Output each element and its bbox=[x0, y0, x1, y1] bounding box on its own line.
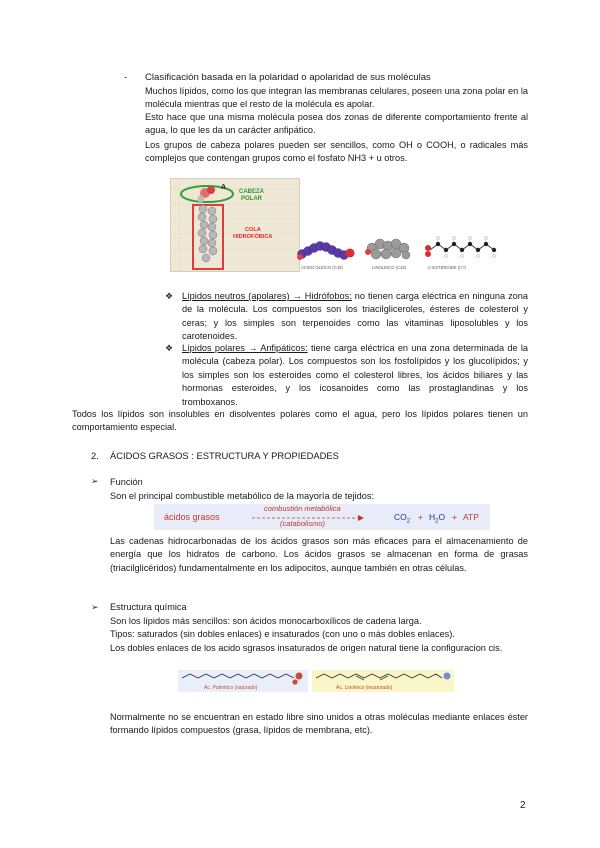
amphipathic-figure bbox=[170, 178, 300, 272]
palmitic-label: Ac. Palmítico (saturado) bbox=[204, 685, 258, 691]
funcion-paragraph: Las cadenas hidrocarbonadas de los ácidos grasos son más eficaces para el almacenamiento de energía que los hidratos de carbono. Los ácidos grasos se almacenan en forma de grasas (triacilglicéridos) fundamentalmente en los adipocitos, aunque también en otras células. bbox=[110, 536, 528, 573]
molecule-2-diagram bbox=[362, 234, 418, 272]
funcion-heading: Función bbox=[110, 477, 143, 487]
molecule-2-caption: LINOLEICO (C18) bbox=[372, 265, 406, 270]
palmitic-chain-box bbox=[178, 670, 308, 692]
molecule-3-caption: C-ESTEROIDE (C?) bbox=[428, 265, 466, 270]
summary-paragraph: Todos los lípidos son insolubles en disolventes polares como el agua, pero los lípidos polares tienen un comportamiento especial. bbox=[72, 409, 528, 433]
linoleic-label: Ac. Linoleico (insaturado) bbox=[336, 685, 393, 691]
product-h2o: $H_2O$ bbox=[429, 512, 446, 525]
funcion-text: Son el principal combustible metabólico de la mayoría de tejidos: bbox=[110, 491, 375, 501]
product-atp: ATP bbox=[463, 512, 479, 522]
list-bullet-2: ❖ bbox=[165, 343, 174, 353]
molecule-1-caption: ACIDO OLEICO (C18) bbox=[301, 265, 343, 270]
page-number: 2 bbox=[520, 800, 526, 811]
tail-label-2: HIDROFÓBICA bbox=[233, 234, 273, 240]
section2-title: ÁCIDOS GRASOS : ESTRUCTURA Y PROPIEDADES bbox=[110, 450, 339, 461]
list-item-polares-term: Lípidos polares → Anfipáticos: bbox=[182, 343, 308, 353]
list-item-neutros-text: no tienen carga eléctrica en ninguna zona de la molécula. Los compuestos son los triacilgliceroles, ésteres de colesterol y ceras; y los simples son terpenoides como las vitaminas liposolubles y los carotenoides. bbox=[182, 291, 529, 342]
combustion-mid-bottom: (catabolismo) bbox=[280, 519, 326, 528]
list-item-neutros bbox=[182, 290, 528, 344]
plus-1: + bbox=[418, 512, 423, 522]
head-label-1: CABEZA bbox=[239, 189, 264, 195]
list-item-polares-text: tiene carga eléctrica en una zona determinada de la molécula (cabeza polar). Los compuestos son los fosfolípidos y los glucolípidos; y los simples son los esteroides como el colesterol libres, los ácidos biliares y las hormonas esteroides, y los icosanoides como las prostaglandinas y los tromboxanos. bbox=[182, 343, 529, 407]
amphipathic-molecule-diagram bbox=[171, 179, 299, 271]
plus-2: + bbox=[452, 512, 457, 522]
section1-paragraph-1: Muchos lípidos, como los que integran las membranas celulares, poseen una zona polar en la molécula mientras que el resto de la molécula es apolar. bbox=[145, 86, 528, 110]
section1-heading: Clasificación basada en la polaridad o apolaridad de sus moléculas bbox=[145, 72, 431, 83]
combustion-mid-top: combustión metabólica bbox=[264, 504, 341, 513]
figure-letter: A bbox=[221, 184, 227, 191]
combustion-diagram bbox=[154, 504, 490, 530]
estructura-line-1: Son los lípidos más sencillos: son ácidos monocarboxílicos de cadena larga. bbox=[110, 616, 422, 626]
linoleic-chain-box bbox=[312, 670, 454, 692]
section2-number: 2. bbox=[91, 450, 99, 461]
product-co2: $CO_2$ bbox=[394, 512, 411, 525]
final-paragraph: Normalmente no se encuentran en estado libre sino unidos a otras moléculas mediante enlaces éster formando lípidos compuestos (grasa, lípidos de membrana, etc). bbox=[110, 712, 528, 736]
estructura-line-2: Tipos: saturados (sin dobles enlaces) e insaturados (con uno o más dobles enlaces). bbox=[110, 629, 455, 639]
tail-label-1: COLA bbox=[245, 227, 261, 233]
estructura-arrow: ➢ bbox=[91, 602, 99, 612]
head-label-2: POLAR bbox=[241, 196, 262, 202]
bullet-dash: - bbox=[124, 72, 128, 83]
list-item-neutros-term: Lípidos neutros (apolares) → Hidrófobos: bbox=[182, 291, 352, 301]
list-item-polares bbox=[182, 342, 528, 409]
combustion-left-label: ácidos grasos bbox=[164, 512, 220, 522]
estructura-heading: Estructura química bbox=[110, 602, 187, 612]
list-bullet-1: ❖ bbox=[165, 291, 174, 301]
molecule-3-diagram bbox=[422, 232, 498, 272]
molecule-1-diagram bbox=[296, 238, 358, 272]
section1-paragraph-3: Los grupos de cabeza polares pueden ser sencillos, como OH o COOH, o radicales más complejos que contengan grupos como el fosfato NH3 + u otros. bbox=[145, 140, 528, 164]
funcion-arrow: ➢ bbox=[91, 476, 99, 486]
linoleic-chain-diagram bbox=[312, 670, 454, 692]
section1-paragraph-2: Esto hace que una misma molécula posea dos zonas de diferente comportamiento frente al agua, lo que les da un carácter anfipático. bbox=[145, 112, 528, 136]
palmitic-chain-diagram bbox=[178, 670, 308, 692]
estructura-line-3: Los dobles enlaces de los acido sgrasos insaturados de origen natural tiene la configuracion cis. bbox=[110, 643, 503, 653]
